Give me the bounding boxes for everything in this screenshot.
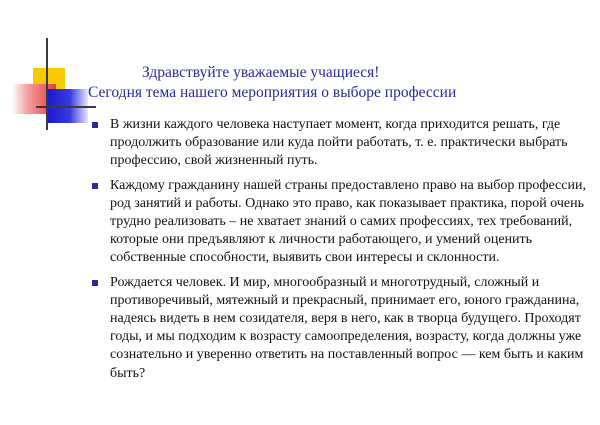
slide-title bbox=[88, 63, 568, 103]
bullet-text: Рождается человек. И мир, многообразный и многотрудный, сложный и противоречивый, мятежный и прекрасный, принимает его, юного гражданина, надеясь видеть в нем созидателя, веря в него, как в творца будущего. Проходят годы, и мы подходим к возрасту самоопределения, возрасту, когда должны уже сознательно и уверенно ответить на поставленный вопрос — кем быть и каким быть? bbox=[110, 274, 584, 381]
square-bullet-icon bbox=[92, 280, 98, 286]
title-greeting: Здравствуйте уважаемые учащиеся! bbox=[142, 64, 380, 81]
title-topic: Сегодня тема нашего мероприятия о выборе профессии bbox=[88, 84, 457, 101]
list-item bbox=[92, 274, 588, 383]
list-item bbox=[92, 177, 588, 268]
bullet-list bbox=[92, 116, 588, 389]
list-item bbox=[92, 116, 588, 171]
bullet-text: В жизни каждого человека наступает момент, когда приходится решать, где продолжить образование или куда пойти работать, т. е. практически выбрать профессию, свой жизненный путь. bbox=[110, 117, 568, 169]
bullet-text: Каждому гражданину нашей страны предоставлено право на выбор профессии, род занятий и работы. Однако это право, как показывает практика, порой очень трудно реализовать – не хватает знаний о самих профессиях, тех требований, которые они предъявляют к личности работающего, и умений оценить собственные способности, выявить свои интересы и склонности. bbox=[110, 177, 586, 266]
horizontal-line-decoration bbox=[36, 106, 96, 108]
square-bullet-icon bbox=[92, 183, 98, 189]
vertical-line-decoration bbox=[46, 38, 48, 130]
square-bullet-icon bbox=[92, 122, 98, 128]
